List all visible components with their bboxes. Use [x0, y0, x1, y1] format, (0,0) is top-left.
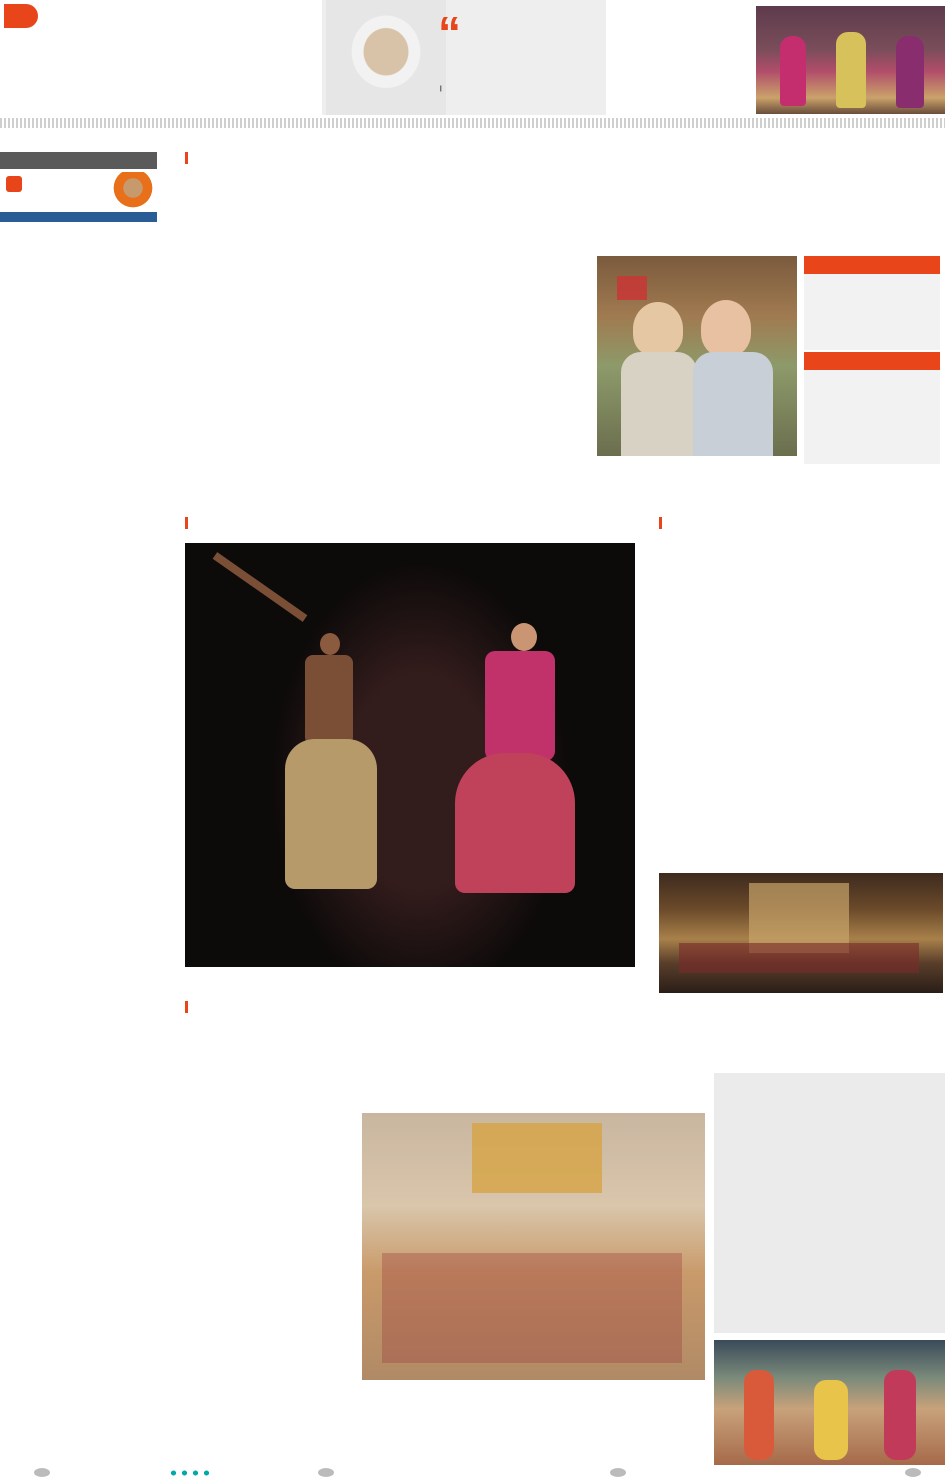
- sync-kicker: [185, 517, 193, 531]
- rituals-photo: [714, 1340, 945, 1465]
- tourism-col-1: [185, 283, 330, 503]
- tourism-col-3: [493, 473, 638, 503]
- tourism-kicker: [185, 152, 193, 166]
- bhajan-col-2: [807, 663, 943, 866]
- top-countries-wrap: [804, 370, 940, 464]
- bahuda-col-3: [538, 1386, 704, 1466]
- quote-author: |: [440, 86, 442, 92]
- bahuda-col-1: [185, 1130, 351, 1248]
- quote-panel: [322, 0, 606, 115]
- bahuda-col-1b: [185, 1320, 351, 1466]
- rituals-box: [714, 1073, 945, 1333]
- astrologer-photo: [112, 172, 154, 212]
- astrology-dial-strip: [0, 212, 157, 222]
- divider-rule: [0, 118, 945, 128]
- tourism-col-4: [647, 473, 792, 503]
- forecast-header: [0, 152, 157, 169]
- ganesha-logo-icon: [6, 176, 22, 192]
- page-number-badge: [4, 4, 38, 28]
- bhajan-photo: [659, 873, 943, 993]
- top-countries-title: [804, 352, 940, 370]
- bahuda-col-2: [362, 1386, 528, 1466]
- quote-mark-icon: “: [438, 7, 461, 59]
- tourism-col-2: [339, 257, 484, 503]
- teaser-photo: [756, 6, 945, 114]
- inflows-title: [804, 256, 940, 274]
- bhajan-kicker: [659, 517, 667, 531]
- bahuda-kicker: [185, 1001, 193, 1015]
- author-portrait: [326, 0, 446, 115]
- tourists-photo: [597, 256, 797, 456]
- bhajan-col-1: [659, 684, 797, 866]
- inflows-table-wrap: [804, 274, 940, 350]
- dance-photo: [185, 543, 635, 967]
- tourism-col-5: [801, 473, 941, 503]
- registration-marks: [0, 1468, 945, 1479]
- gundicha-photo: [362, 1113, 705, 1380]
- ganesha-banner: [0, 170, 157, 214]
